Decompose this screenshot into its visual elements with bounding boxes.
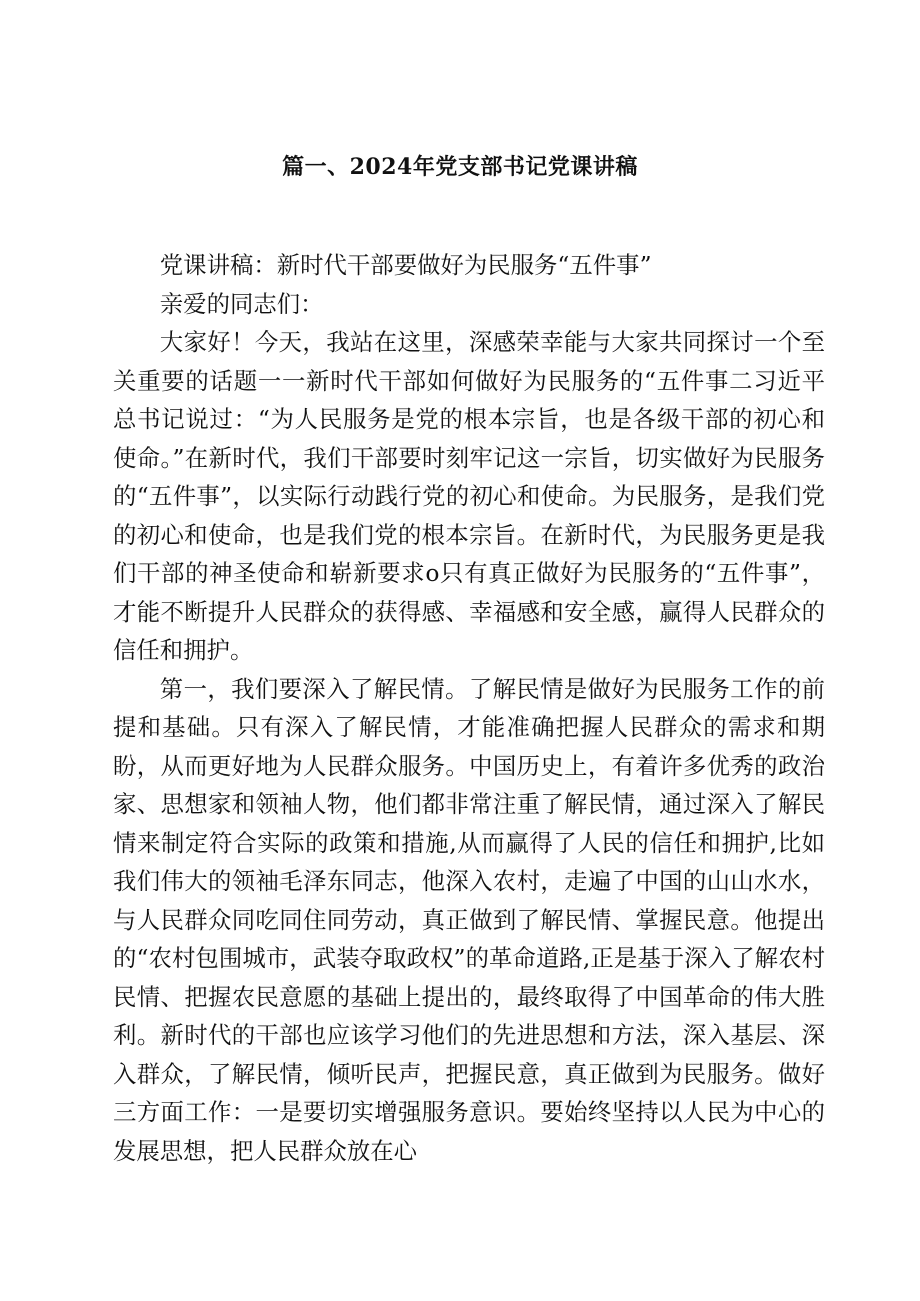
paragraph-salutation: 亲爱的同志们：	[159, 289, 324, 318]
paragraph-subtitle: 党课讲稿：新时代干部要做好为民服务“五件事”	[159, 251, 652, 279]
document-title: 篇一、2024年党支部书记党课讲稿	[282, 154, 638, 180]
paragraph-intro: 大家好！今天，我站在这里，深感荣幸能与大家共同探讨一个至关重要的话题一一新时代干部如何做好为民服务的“五件事二习近平总书记说过：“为人民服务是党的根本宗旨，也是各级干部的初心和使命。”在新时代，我们干部要时刻牢记这一宗旨，切实做好为民服务的“五件事”，以实际行动践行党的初心和使命。为民服务，是我们党的初心和使命，也是我们党的根本宗旨。在新时代，为民服务更是我们干部的神圣使命和崭新要求o只有真正做好为民服务的“五件事”，才能不断提升人民群众的获得感、幸福感和安全感，赢得人民群众的信任和拥护。	[113, 328, 825, 664]
document-body	[113, 246, 825, 1170]
paragraph-first-point: 第一，我们要深入了解民情。了解民情是做好为民服务工作的前提和基础。只有深入了解民情，才能准确把握人民群众的需求和期盼，从而更好地为人民群众服务。中国历史上，有着许多优秀的政治家、思想家和领袖人物，他们都非常注重了解民情，通过深入了解民情来制定符合实际的政策和措施,从而赢得了人民的信任和拥护,比如我们伟大的领袖毛泽东同志，他深入农村，走遍了中国的山山水水，与人民群众同吃同住同劳动，真正做到了解民情、掌握民意。他提出的“农村包围城市，武装夺取政权”的革命道路,正是基于深入了解农村民情、把握农民意愿的基础上提出的，最终取得了中国革命的伟大胜利。新时代的干部也应该学习他们的先进思想和方法，深入基层、深入群众，了解民情，倾听民声，把握民意，真正做到为民服务。做好三方面工作：一是要切实增强服务意识。要始终坚持以人民为中心的发展思想，把人民群众放在心	[113, 674, 825, 1165]
